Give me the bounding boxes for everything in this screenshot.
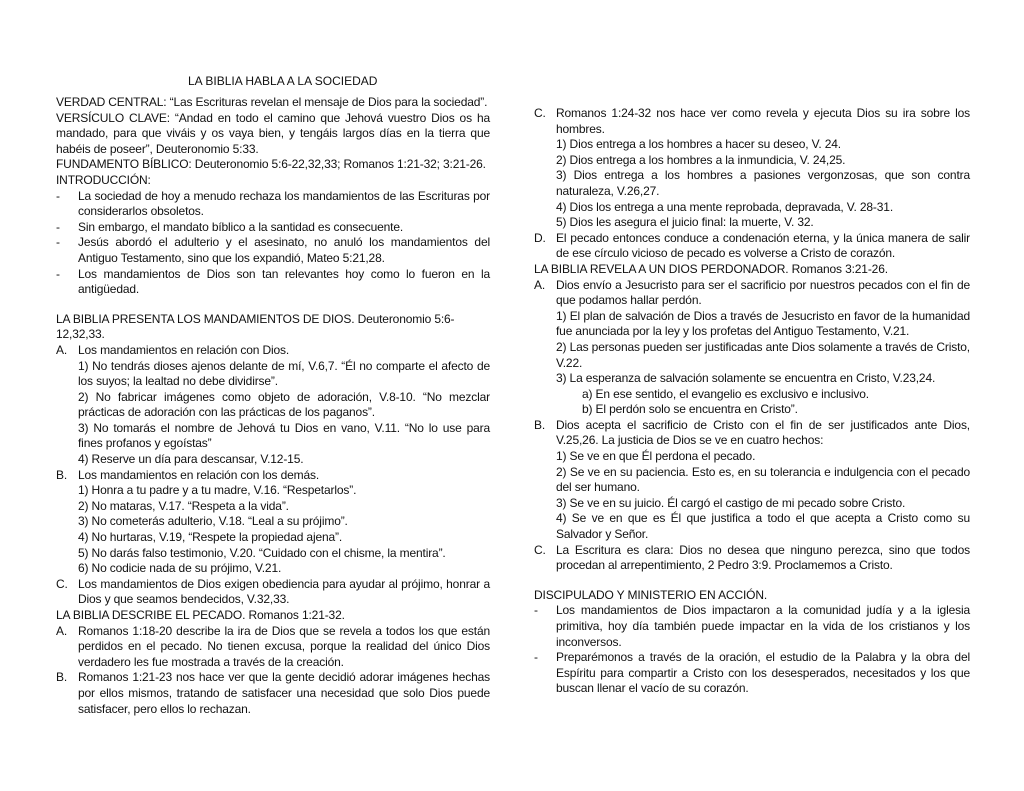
bullet-marker: - [56,235,60,250]
sub-item: 3) La esperanza de salvación solamente se encuentra en Cristo, V.23,24. [556,371,936,386]
outline-marker: A. [534,277,546,292]
bullet-text: Jesús abordó el adulterio y el asesinato, no anuló los mandamientos del Antiguo Testamento, sino que los expandió, Mateo 5:21,28. [78,235,490,265]
outline-text: El pecado entonces conduce a condenación eterna, y la única manera de salir de ese círculo vicioso de pecado es volverse a Cristo de corazón. [556,230,970,261]
sub-item: 3) Se ve en su juicio. Él cargó el castigo de mi pecado sobre Cristo. [556,495,906,510]
outline-marker: C. [56,576,68,591]
outline-item [534,278,970,309]
bullet-marker: - [56,219,60,234]
section-heading: LA BIBLIA REVELA A UN DIOS PERDONADOR. Romanos 3:21-26. [534,261,888,276]
sub-item: 1) Dios entrega a los hombres a hacer su deseo, V. 24. [556,137,841,152]
sub-item: 6) No codicie nada de su prójimo, V.21. [78,561,282,576]
outline-item [56,624,490,671]
outline-marker: C. [534,106,546,120]
intro-bullet [56,267,490,298]
bullet-marker: - [534,603,538,618]
bullet-text: Los mandamientos de Dios impactaron a la comunidad judía y a la iglesia primitiva, hoy día también puede impactar en la vida de los cristianos y los inconversos. [556,603,970,649]
sub-sub-item: b) El perdón solo se encuentra en Cristo”. [582,402,798,417]
outline-text: Dios acepta el sacrificio de Cristo con el fin de ser justificados ante Dios, V.25,26. La justicia de Dios se ve en cuatro hechos: [556,417,970,448]
outline-marker: B. [56,467,68,482]
sub-item: 2) No mataras, V.17. “Respeta a la vida”. [78,498,289,513]
sub-item: 3) No cometerás adulterio, V.18. “Leal a su prójimo”. [78,514,348,529]
section-heading: DISCIPULADO Y MINISTERIO EN ACCIÓN. [534,587,768,602]
sub-item: 4) No hurtaras, V.19, “Respete la propiedad ajena”. [78,530,343,545]
bullet-text: Sin embargo, el mandato bíblico a la santidad es consecuente. [78,219,404,234]
outline-text: Los mandamientos de Dios exigen obediencia para ayudar al prójimo, honrar a Dios y que seamos bendecidos, V.32,33. [78,576,490,607]
outline-text: Los mandamientos en relación con Dios. [78,342,290,357]
bullet-marker: - [534,650,538,665]
bullet-text: Preparémonos a través de la oración, el estudio de la Palabra y la obra del Espíritu para compartir a Cristo con los desesperados, necesitados y los que buscan llenar el vacío de su corazón. [556,650,970,696]
outline-marker: D. [534,230,546,245]
sub-item: 2) Se ve en su paciencia. Esto es, en su tolerancia e indulgencia con el pecado del ser humano. [556,464,970,495]
bullet-marker: - [56,266,60,281]
bullet-marker: - [56,188,60,203]
sub-item: 1) Se ve en que Él perdona el pecado. [556,449,756,464]
outline-item [534,231,970,262]
action-bullet [534,650,970,697]
outline-item [56,670,490,717]
sub-item: 2) Las personas pueden ser justificadas ante Dios solamente a través de Cristo, V.22. [556,339,970,370]
sub-sub-item: a) En ese sentido, el evangelio es exclusivo e inclusivo. [582,386,869,401]
intro-bullet [56,189,490,220]
sub-item: 5) No darás falso testimonio, V.20. “Cuidado con el chisme, la mentira”. [78,545,446,560]
outline-text: Romanos 1:24-32 nos hace ver como revela y ejecuta Dios su ira sobre los hombres. [556,106,970,136]
outline-text: La Escritura es clara: Dios no desea que ninguno perezca, sino que todos procedan al arrepentimiento, 2 Pedro 3:9. Proclamemos a Cristo. [556,542,970,573]
sub-item: 3) No tomarás el nombre de Jehová tu Dios en vano, V.11. “No lo use para fines profanos y egoístas” [78,420,490,451]
outline-item [534,106,970,137]
page-title: LA BIBLIA HABLA A LA SOCIEDAD [188,74,378,88]
sub-item: 4) Dios los entrega a una mente reprobada, depravada, V. 28-31. [556,199,894,214]
sub-item: 2) No fabricar imágenes como objeto de adoración, V.8-10. “No mezclar prácticas de adoración con las prácticas de los paganos”. [78,389,490,420]
outline-text: Romanos 1:21-23 nos hace ver que la gente decidió adorar imágenes hechas por ellos mismos, tratando de satisfacer una necesidad que solo Dios puede satisfacer, pero ellos lo rechazan. [78,670,490,716]
key-verse: VERSÍCULO CLAVE: “Andad en todo el camino que Jehová vuestro Dios os ha mandado, para que viváis y os vaya bien, y tengáis largos días en la tierra que habéis de poseer”, Deuteronomio 5:33. [56,110,490,156]
section-heading: LA BIBLIA DESCRIBE EL PECADO. Romanos 1:21-32. [56,608,345,622]
outline-marker: C. [534,542,546,557]
bullet-text: La sociedad de hoy a menudo rechaza los mandamientos de las Escrituras por considerarlos obsoletos. [78,188,490,219]
outline-marker: B. [534,417,546,432]
left-column [56,95,490,717]
sub-item: 3) Dios entrega a los hombres a pasiones vergonzosas, que son contra naturaleza, V.26,27. [556,168,970,198]
outline-marker: A. [56,342,68,357]
outline-item [56,468,490,484]
outline-text: Dios envío a Jesucristo para ser el sacrificio por nuestros pecados con el fin de que podamos hallar perdón. [556,277,970,308]
intro-bullet [56,235,490,266]
central-truth: VERDAD CENTRAL: “Las Escrituras revelan el mensaje de Dios para la sociedad”. [56,95,488,109]
right-column [534,106,970,697]
action-bullet [534,603,970,650]
sub-item: 1) No tendrás dioses ajenos delante de mí, V.6,7. “Él no comparte el afecto de los suyos; la lealtad no debe dividirse”. [78,358,490,389]
outline-item [56,343,490,359]
outline-marker: A. [56,623,68,638]
outline-item [534,543,970,574]
outline-marker: B. [56,670,68,685]
bullet-text: Los mandamientos de Dios son tan relevantes hoy como lo fueron en la antigüedad. [78,266,490,297]
sub-item: 1) Honra a tu padre y a tu madre, V.16. “Respetarlos”. [78,483,357,498]
sub-item: 4) Se ve en que es Él que justifica a todo el que acepta a Cristo como su Salvador y Señor. [556,511,970,542]
sub-item: 1) El plan de salvación de Dios a través de Jesucristo en favor de la humanidad fue anunciada por la ley y los profetas del Antiguo Testamento, V.21. [556,308,970,339]
outline-item [56,577,490,608]
biblical-foundation: FUNDAMENTO BÍBLICO: Deuteronomio 5:6-22,32,33; Romanos 1:21-32; 3:21-26. [56,157,486,172]
outline-text: Los mandamientos en relación con los demás. [78,467,320,482]
sub-item: 4) Reserve un día para descansar, V.12-15. [78,452,304,467]
sub-item: 5) Dios les asegura el juicio final: la muerte, V. 32. [556,215,814,230]
sub-item: 2) Dios entrega a los hombres a la inmundicia, V. 24,25. [556,152,846,167]
section-heading: LA BIBLIA PRESENTA LOS MANDAMIENTOS DE DIOS. Deuteronomio 5:6-12,32,33. [56,311,455,342]
outline-text: Romanos 1:18-20 describe la ira de Dios que se revela a todos los que están perdidos en el pecado. No tienen excusa, porque la realidad del único Dios verdadero les fue mostrada a través de la creación. [78,623,490,669]
intro-bullet [56,220,490,236]
outline-item [534,418,970,449]
introduction-heading: INTRODUCCIÓN: [56,172,151,187]
